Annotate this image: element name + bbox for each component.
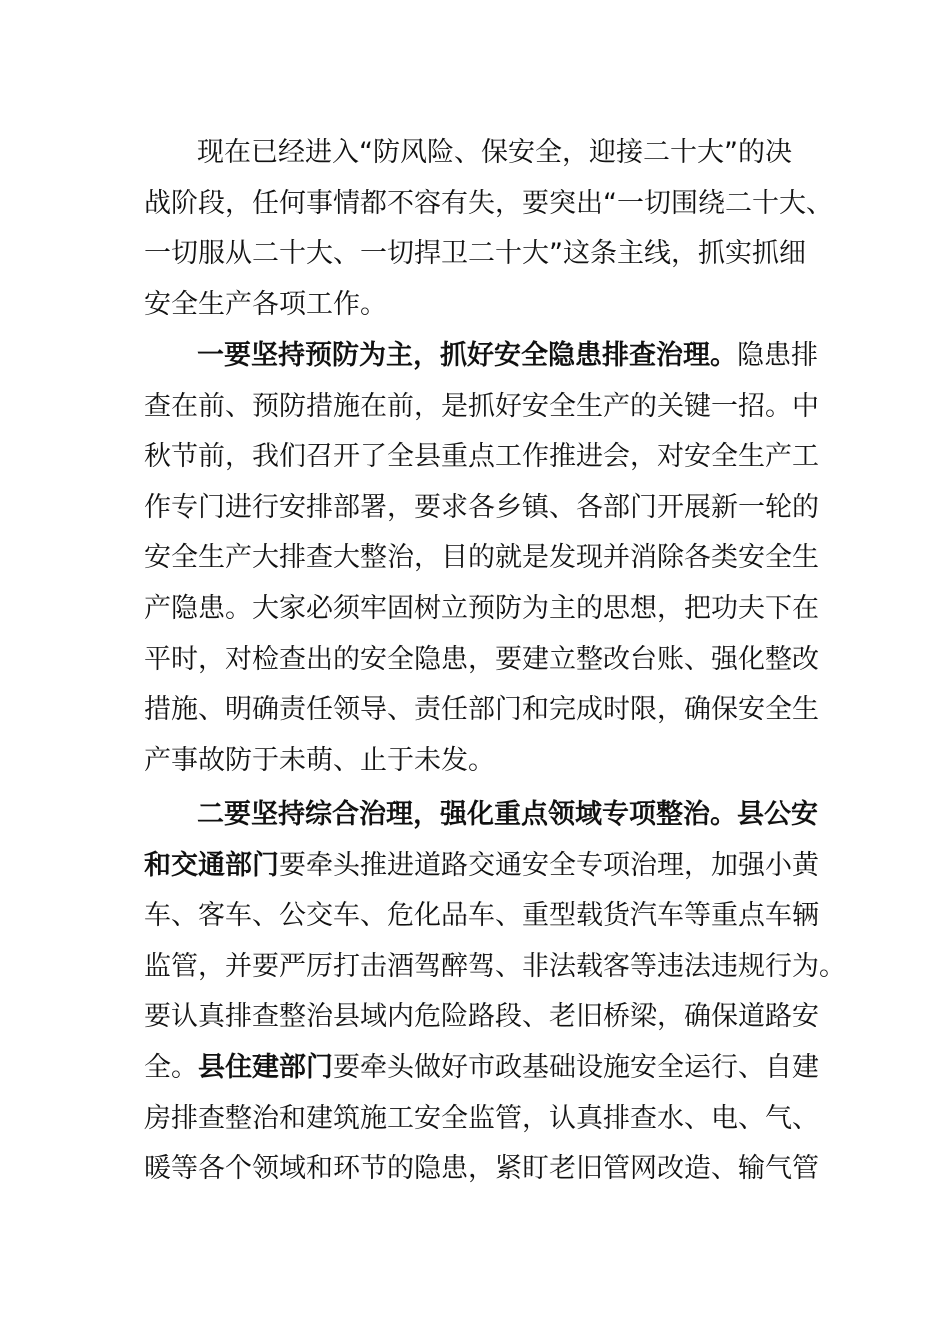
text-run: 暖等各个领域和环节的隐患，紧盯老旧管网改造、输气管 [144,1153,819,1185]
text-line [144,992,819,1042]
text-run: 平时，对检查出的安全隐患，要建立整改台账、强化整改 [144,643,819,675]
text-line [144,1144,819,1194]
text-run: 车、客车、公交车、危化品车、重型载货汽车等重点车辆 [144,900,819,932]
text-line [144,685,819,735]
text-line [197,790,818,840]
text-run: 战阶段，任何事情都不容有失，要突出“一切围绕二十大、 [144,187,833,219]
text-run: 查在前、预防措施在前，是抓好安全生产的关键一招。中 [144,390,819,422]
text-line [144,280,387,330]
text-line [144,635,819,685]
text-run: 现在已经进入“防风险、保安全，迎接二十大”的决 [197,137,792,168]
text-run: 产隐患。大家必须牢固树立预防为主的思想，把功夫下在 [144,593,819,624]
bold-text-run: 县住建部门 [198,1052,333,1083]
text-run: 作专门进行安排部署，要求各乡镇、各部门开展新一轮的 [144,491,819,523]
text-line [144,533,819,583]
text-run: 房排查整治和建筑施工安全监管，认真排查水、电、气、 [144,1102,819,1134]
text-line [197,128,792,178]
text-run: 要认真排查整治县域内危险路段、老旧桥梁，确保道路安 [144,1001,819,1033]
bold-text-run: 二要坚持综合治理，强化重点领域专项整治。县公安 [197,799,818,830]
text-line [144,736,495,786]
text-line [144,179,833,229]
text-run: 一切服从二十大、一切捍卫二十大”这条主线，抓实抓细 [144,238,806,270]
text-line [144,382,819,432]
text-run: 秋节前，我们召开了全县重点工作推进会，对安全生产工 [144,441,819,473]
text-line [144,432,819,482]
text-run: 安全生产各项工作。 [144,288,387,320]
text-run: 隐患排 [737,340,818,371]
text-run: 全。 [144,1052,198,1083]
text-line [144,584,819,634]
text-line [197,331,818,381]
text-line [144,483,819,533]
bold-text-run: 和交通部门 [144,849,279,881]
text-line [144,841,819,891]
text-run: 监管，并要严厉打击酒驾醉驾、非法载客等违法违规行为。 [144,950,846,982]
text-run: 要牵头推进道路交通安全专项治理，加强小黄 [279,849,819,881]
text-line [144,1094,819,1144]
bold-text-run: 一要坚持预防为主，抓好安全隐患排查治理。 [197,340,737,371]
text-line [144,891,819,941]
text-run: 安全生产大排查大整治，目的就是发现并消除各类安全生 [144,542,819,574]
text-run: 措施、明确责任领导、责任部门和完成时限，确保安全生 [144,694,819,726]
text-run: 要牵头做好市政基础设施安全运行、自建 [333,1052,819,1083]
text-line [144,229,806,279]
text-run: 产事故防于未萌、止于未发。 [144,744,495,776]
text-line [144,1043,819,1093]
text-line [144,942,846,992]
